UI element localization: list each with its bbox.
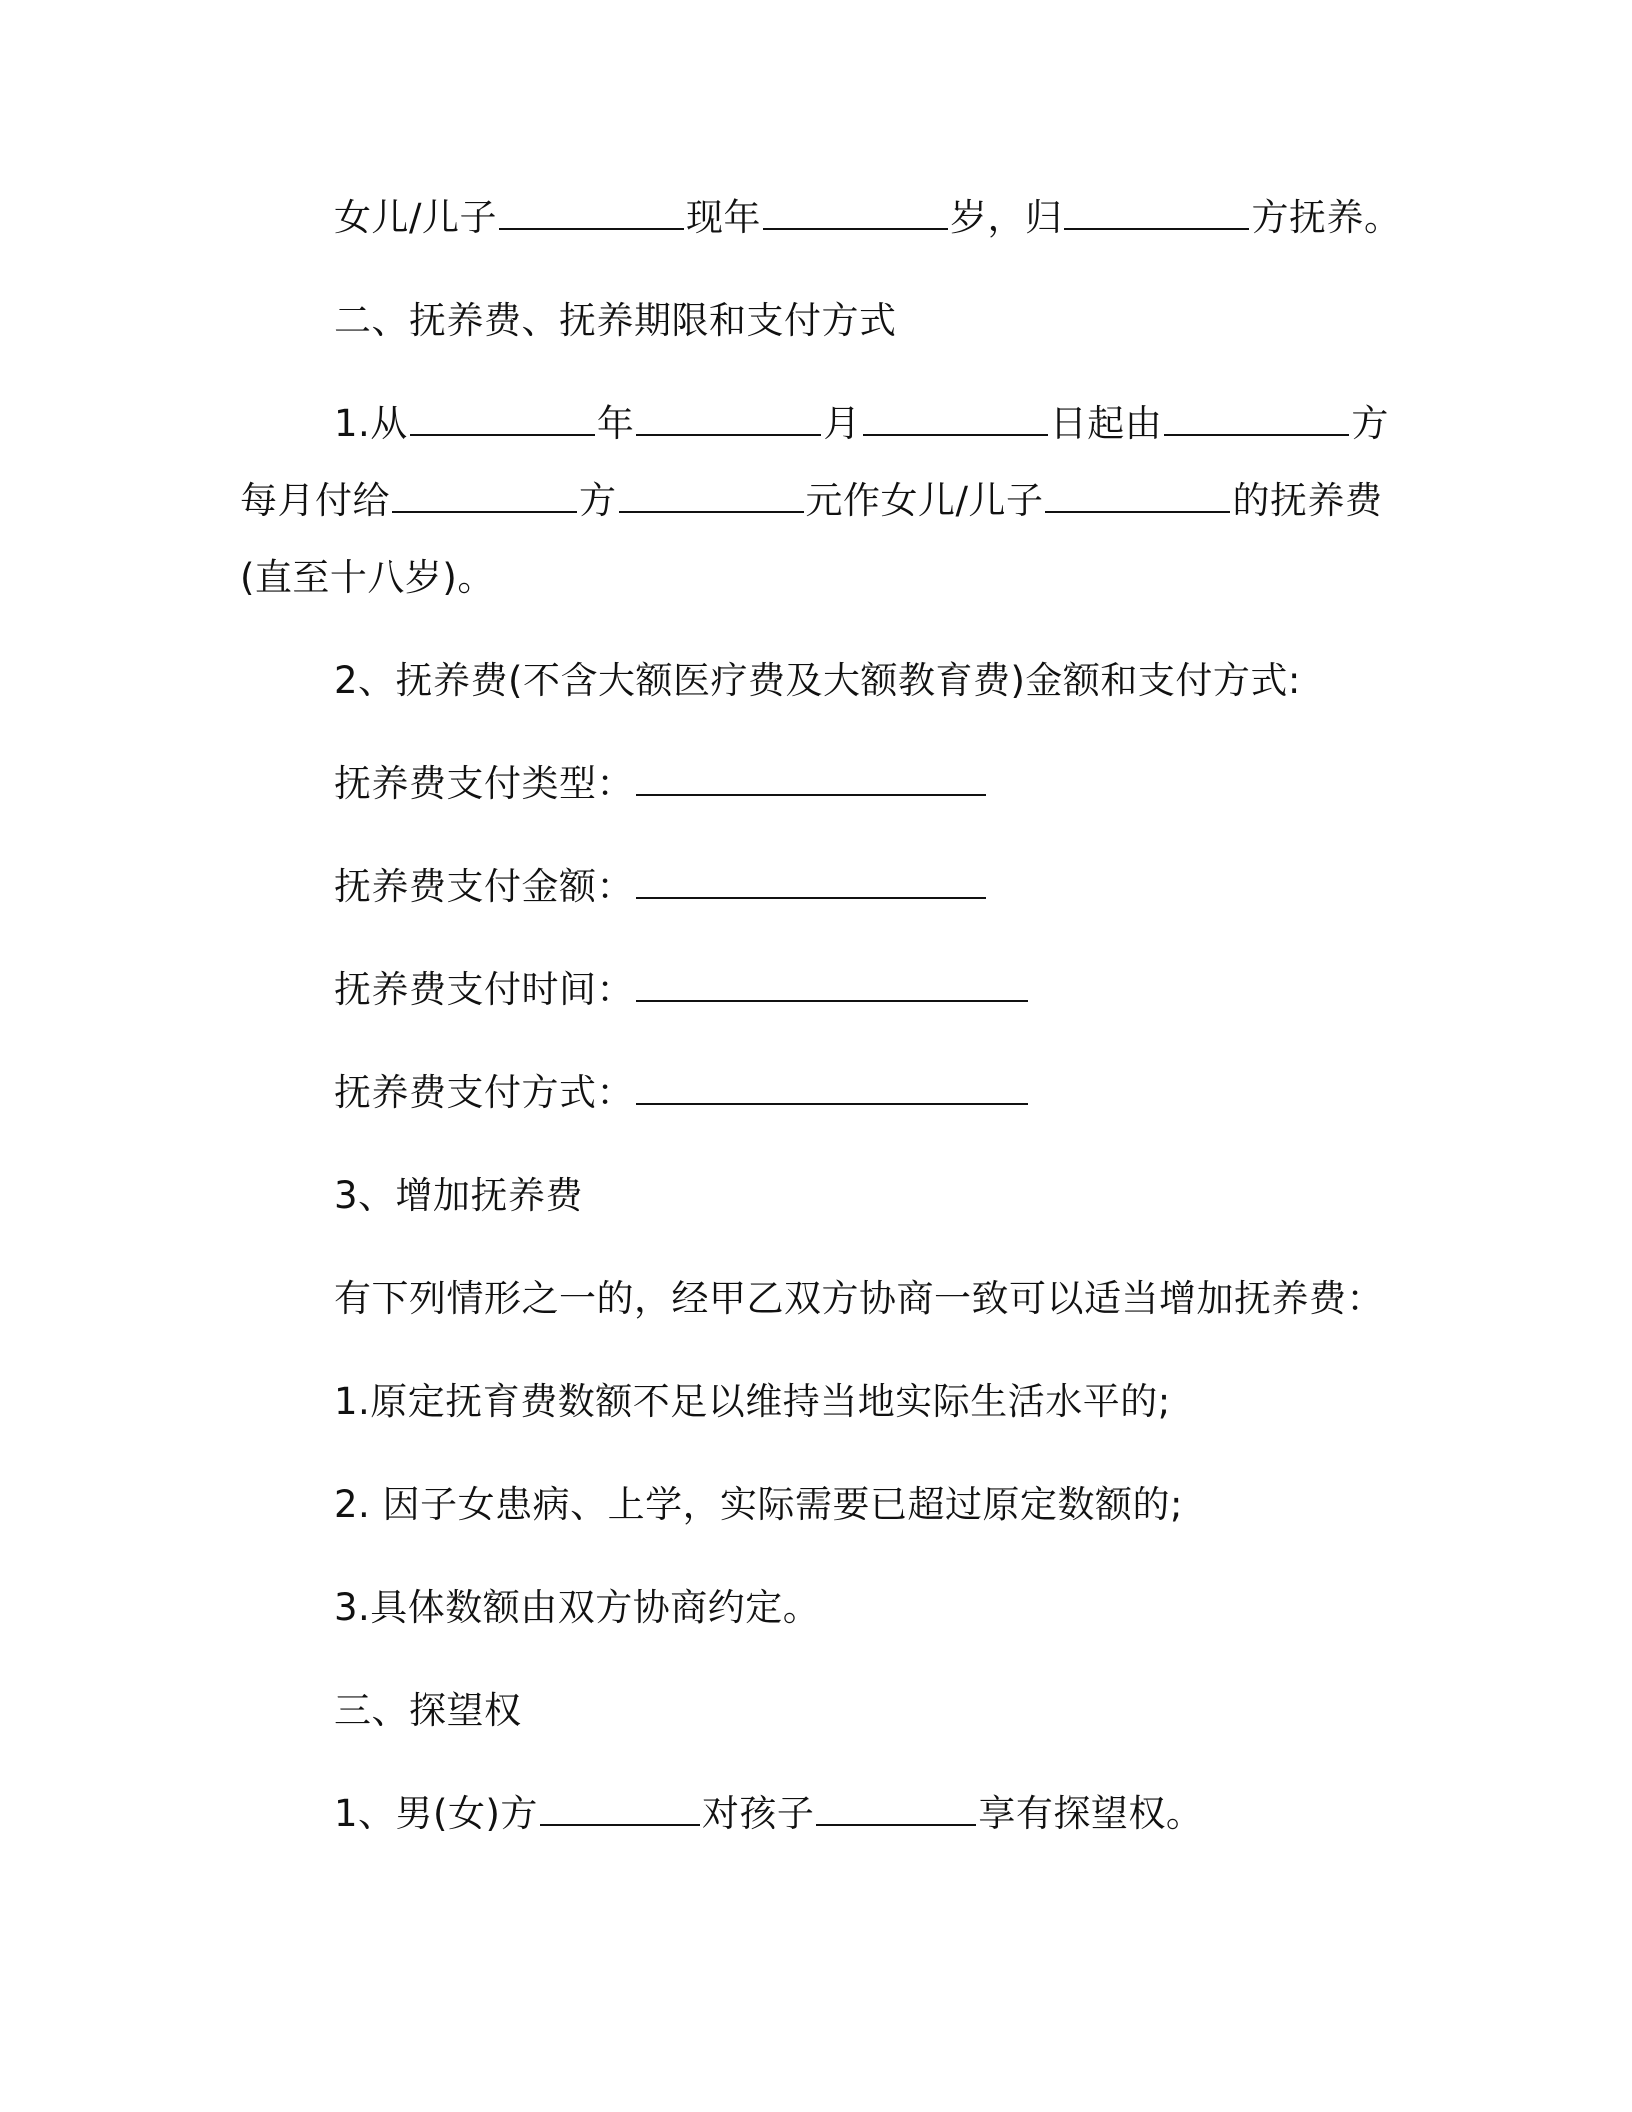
payment-method-line [334,1068,1030,1118]
item1-text-7: 方 [579,479,617,522]
custody-line [334,193,1401,243]
custody-text-4: 方抚养。 [1251,196,1402,239]
visit-text-2: 对孩子 [701,1792,815,1835]
child-name-blank-2[interactable] [1045,481,1230,513]
item1-text-4: 日起由 [1049,402,1163,445]
payment-time-blank[interactable] [636,970,1028,1002]
payment-amount-label: 抚养费支付金额： [334,865,634,908]
payment-type-blank[interactable] [636,764,986,796]
visiting-party-blank[interactable] [540,1794,700,1826]
payer-party-blank[interactable] [1164,404,1349,436]
payment-amount-line [334,862,988,912]
item1-text-6: 每月付给 [240,479,390,522]
increase-condition-3: 3.具体数额由双方协商约定。 [334,1586,821,1629]
item1-line1 [334,399,1389,449]
increase-condition-1: 1.原定抚育费数额不足以维持当地实际生活水平的; [334,1380,1171,1423]
payment-amount-blank[interactable] [636,867,986,899]
visit-text-1: 1、男(女)方 [334,1792,538,1835]
item2-title: 2、抚养费(不含大额医疗费及大额教育费)金额和支付方式: [334,659,1301,702]
section3-title: 三、探望权 [334,1689,522,1732]
item1-text-2: 年 [596,402,635,445]
item1-text-3: 月 [823,402,861,445]
custody-text-3: 岁，归 [949,196,1063,239]
payment-method-label: 抚养费支付方式： [334,1071,634,1114]
visit-line [334,1789,1203,1839]
child-name-blank[interactable] [499,198,684,230]
item1-text-1: 1.从 [334,402,408,445]
section2-title: 二、抚养费、抚养期限和支付方式 [334,299,897,342]
payment-type-line [334,759,988,809]
payment-time-label: 抚养费支付时间： [334,968,634,1011]
visit-text-3: 享有探望权。 [978,1792,1204,1835]
item1-text-8: 元作女儿/儿子 [805,479,1044,522]
item1-line2 [240,476,1382,526]
increase-intro: 有下列情形之一的，经甲乙双方协商一致可以适当增加抚养费： [334,1277,1384,1320]
child-name-blank-3[interactable] [816,1794,976,1826]
item1-line3: (直至十八岁)。 [240,556,495,599]
amount-blank[interactable] [619,481,804,513]
start-year-blank[interactable] [410,404,595,436]
custody-text-1: 女儿/儿子 [334,196,497,239]
payment-method-blank[interactable] [636,1073,1028,1105]
increase-condition-2: 2. 因子女患病、上学，实际需要已超过原定数额的; [334,1483,1184,1526]
item3-title: 3、增加抚养费 [334,1174,584,1217]
item1-text-5: 方 [1351,402,1389,445]
item1-text-9: 的抚养费 [1232,479,1383,522]
start-month-blank[interactable] [636,404,821,436]
custody-party-blank[interactable] [1064,198,1249,230]
payment-type-label: 抚养费支付类型： [334,762,634,805]
payee-party-blank[interactable] [392,481,577,513]
start-day-blank[interactable] [863,404,1048,436]
child-age-blank[interactable] [763,198,948,230]
payment-time-line [334,965,1030,1015]
custody-text-2: 现年 [685,196,761,239]
